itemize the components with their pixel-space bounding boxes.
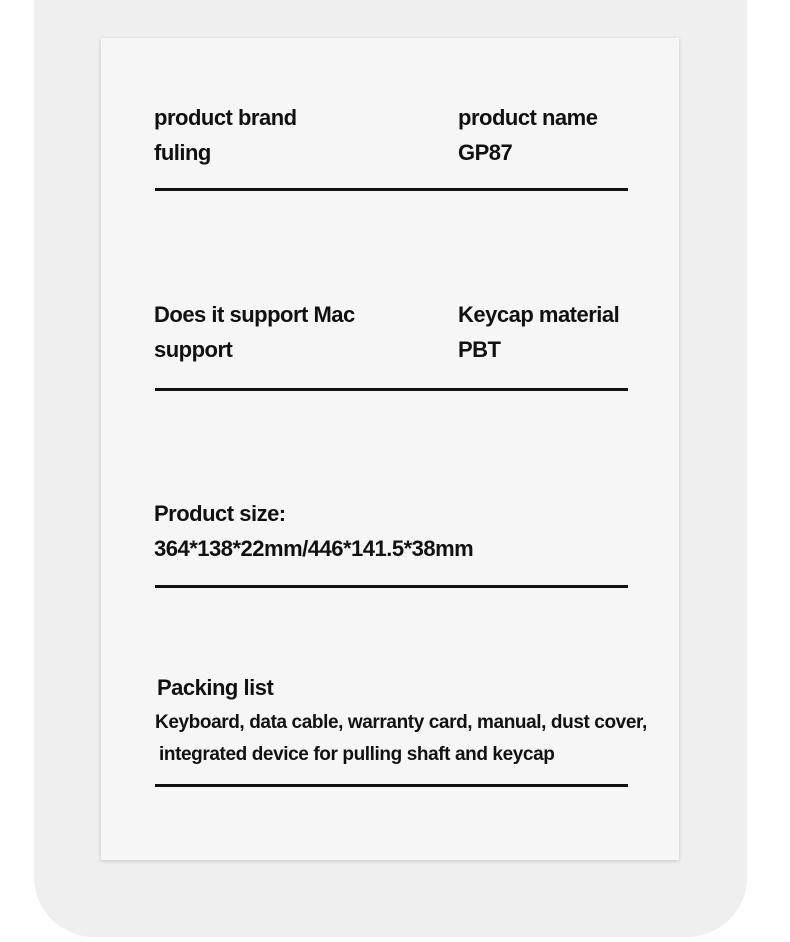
product-size-value: 364*138*22mm/446*141.5*38mm: [154, 536, 474, 561]
mac-support-value: support: [154, 337, 233, 362]
brand-label: product brand: [154, 105, 297, 130]
divider: [155, 188, 628, 191]
keycap-material-label: Keycap material: [458, 302, 620, 327]
divider: [155, 388, 628, 391]
product-size-label: Product size:: [154, 501, 286, 526]
mac-support-label: Does it support Mac: [154, 302, 355, 327]
keycap-material-value: PBT: [458, 337, 501, 362]
packing-list-value-line1: Keyboard, data cable, warranty card, manual, dust cover,: [155, 712, 647, 733]
packing-list-label: Packing list: [157, 675, 274, 700]
packing-list-value-line2: integrated device for pulling shaft and keycap: [159, 744, 555, 765]
brand-value: fuling: [154, 140, 211, 165]
divider: [155, 784, 628, 787]
divider: [155, 585, 628, 588]
product-name-value: GP87: [458, 140, 513, 165]
product-name-label: product name: [458, 105, 598, 130]
